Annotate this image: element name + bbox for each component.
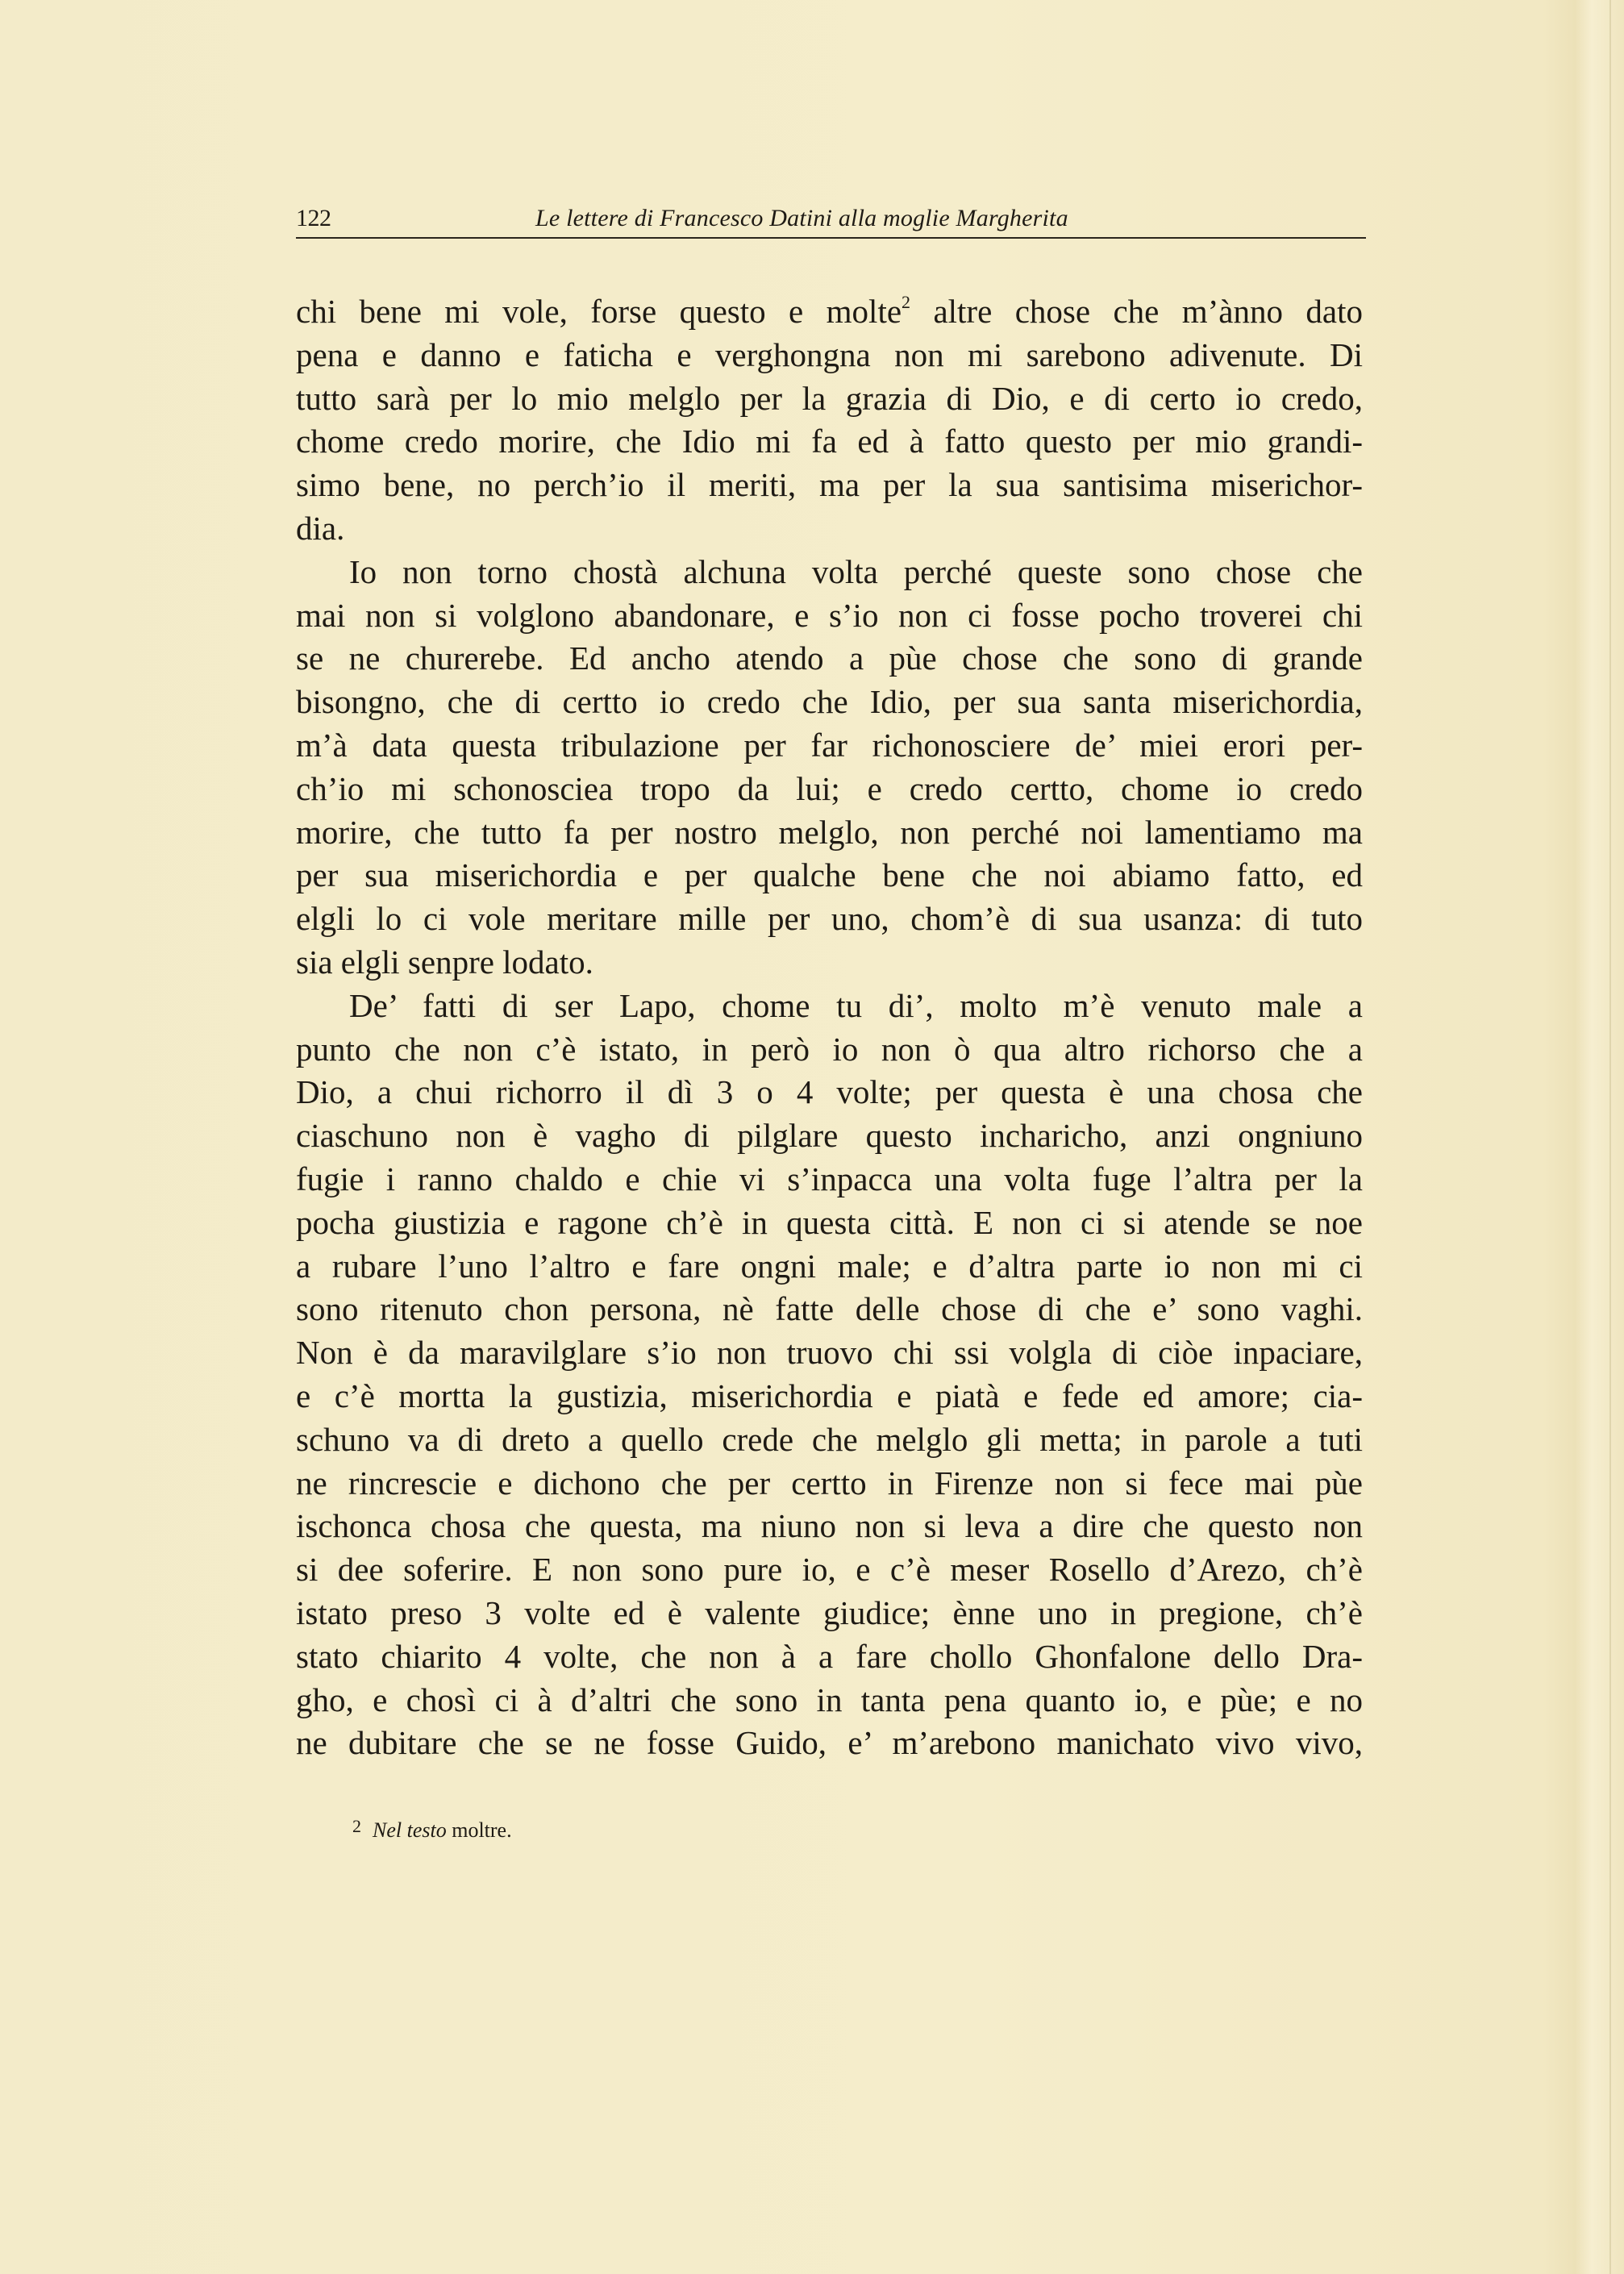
- text-line: pena e danno e faticha e verghongna non mi sarebono adivenute. Di: [296, 335, 1363, 373]
- text-line: chome credo morire, che Idio mi fa ed à fatto questo per mio grandi-: [296, 423, 1363, 460]
- text-line: ne rincrescie e dichono che per certto in Firenze non si fece mai pùe: [296, 1464, 1363, 1501]
- text-line: sono ritenuto chon persona, nè fatte delle chose di che e’ sono vaghi.: [296, 1290, 1363, 1328]
- footnote-reference: 2: [902, 292, 911, 312]
- text-line: stato chiarito 4 volte, che non à a fare chollo Ghonfalone dello Dra-: [296, 1637, 1363, 1675]
- letter-body: [296, 290, 1363, 1765]
- header-rule: [296, 237, 1366, 239]
- text-line: bisongno, che di certto io credo che Idio, per sua santa miserichordia,: [296, 683, 1363, 721]
- text-line: a rubare l’uno l’altro e fare ongni male; e d’altra parte io non mi ci: [296, 1247, 1363, 1285]
- footnote: [352, 1812, 512, 1845]
- page-number: 122: [296, 205, 331, 231]
- text-line: se ne churerebe. Ed ancho atendo a pùe chose che sono di grande: [296, 639, 1363, 677]
- text-line: ischonca chosa che questa, ma niuno non si leva a dire che questo non: [296, 1507, 1363, 1545]
- text-line: chi bene mi vole, forse questo e molte$^2$ altre chose che m’ànno dato: [296, 292, 1363, 330]
- text-line: sia elgli senpre lodato.: [296, 943, 593, 981]
- page-edge: [1609, 0, 1611, 2274]
- text-line: m’à data questa tribulazione per far richonosciere de’ miei erori per-: [296, 726, 1363, 764]
- text-line: punto che non c’è istato, in però io non ò qua altro richorso che a: [296, 1030, 1363, 1068]
- running-head: [296, 200, 1366, 237]
- text-line: fugie i ranno chaldo e chie vi s’inpacca una volta fuge l’altra per la: [296, 1160, 1363, 1197]
- footnote-italic-text: Nel testo: [373, 1818, 447, 1842]
- text-line: per sua miserichordia e per qualche bene che noi abiamo fatto, ed: [296, 856, 1363, 894]
- footnote-number: 2: [352, 1816, 361, 1836]
- text-line: mai non si volglono abandonare, e s’io non ci fosse pocho troverei chi: [296, 596, 1363, 634]
- text-line: ne dubitare che se ne fosse Guido, e’ m’arebono manichato vivo vivo,: [296, 1724, 1363, 1762]
- paragraph-start-line: De’ fatti di ser Lapo, chome tu di’, molto m’è venuto male a: [349, 986, 1363, 1024]
- footnote-text: moltre.: [446, 1818, 512, 1842]
- text-line: ciaschuno non è vagho di pilglare questo incharicho, anzi ongniuno: [296, 1117, 1363, 1155]
- text-line: si dee soferire. E non sono pure io, e c’è meser Rosello d’Arezo, ch’è: [296, 1551, 1363, 1589]
- text-line: schuno va di dreto a quello crede che melglo gli metta; in parole a tuti: [296, 1420, 1363, 1458]
- text-line: simo bene, no perch’io il meriti, ma per la sua santisima miserichor-: [296, 466, 1363, 504]
- running-title: Le lettere di Francesco Datini alla moglie Margherita: [535, 205, 1068, 231]
- text-line: Dio, a chui richorro il dì 3 o 4 volte; per questa è una chosa che: [296, 1073, 1363, 1111]
- text-line: elgli lo ci vole meritare mille per uno, chom’è di sua usanza: di tuto: [296, 900, 1363, 938]
- text-line: morire, che tutto fa per nostro melglo, non perché noi lamentiamo ma: [296, 813, 1363, 851]
- text-line: ch’io mi schonosciea tropo da lui; e credo certto, chome io credo: [296, 769, 1363, 807]
- paragraph-start-line: Io non torno chostà alchuna volta perché queste sono chose che: [349, 552, 1363, 590]
- text-line: pocha giustizia e ragone ch’è in questa città. E non ci si atende se noe: [296, 1203, 1363, 1241]
- text-line: Non è da maravilglare s’io non truovo chi ssi volgla di ciòe inpaciare,: [296, 1334, 1363, 1372]
- text-line: tutto sarà per lo mio melglo per la grazia di Dio, e di certo io credo,: [296, 379, 1363, 417]
- text-line: dia.: [296, 509, 345, 547]
- text-line: e c’è mortta la gustizia, miserichordia e piatà e fede ed amore; cia-: [296, 1376, 1363, 1414]
- text-line: istato preso 3 volte ed è valente giudice; ènne uno in pregione, ch’è: [296, 1593, 1363, 1631]
- text-line: gho, e chosì ci à d’altri che sono in tanta pena quanto io, e pùe; e no: [296, 1681, 1363, 1718]
